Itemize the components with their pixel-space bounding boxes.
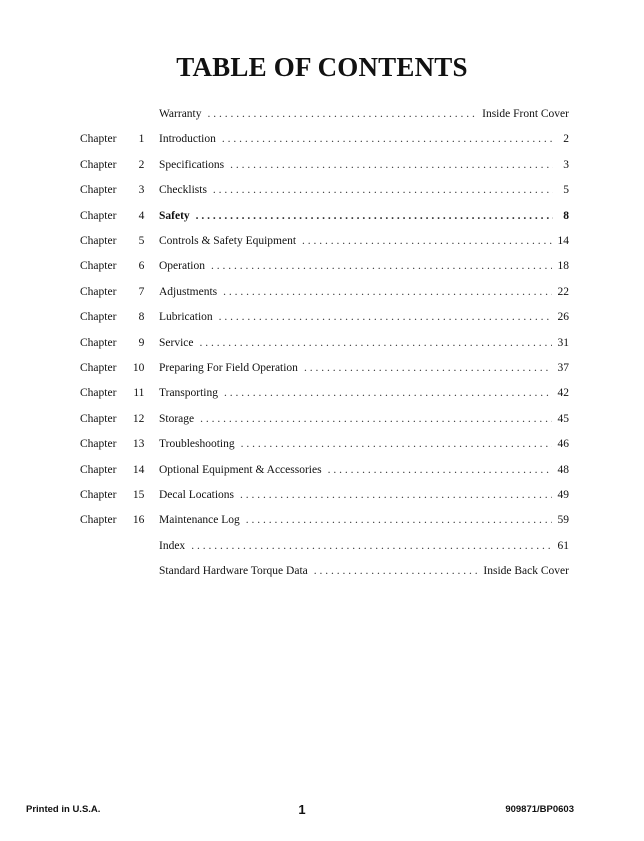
toc-entry-title: Introduction — [159, 133, 216, 146]
toc-dot-leader — [241, 438, 552, 450]
toc-entry-line — [159, 159, 569, 171]
toc-dot-leader — [211, 260, 552, 272]
toc-entry — [0, 260, 644, 280]
toc-entry-page: 31 — [557, 336, 569, 349]
toc-entry-title: Storage — [159, 412, 195, 425]
toc-entry-page: 26 — [557, 311, 569, 324]
toc-entry — [0, 337, 644, 357]
toc-entry — [0, 489, 644, 509]
toc-chapter-word: Chapter — [80, 412, 117, 425]
toc-dot-leader — [304, 362, 552, 374]
toc-entry-page: 3 — [563, 158, 569, 171]
toc-entry-page: 22 — [557, 285, 569, 298]
toc-dot-leader — [246, 514, 552, 526]
toc-chapter-word: Chapter — [80, 463, 117, 476]
toc-chapter-number: 11 — [133, 387, 145, 400]
toc-chapter-label — [80, 286, 150, 298]
toc-chapter-number: 15 — [132, 489, 145, 501]
toc-entry — [0, 464, 644, 484]
toc-chapter-label — [80, 210, 150, 222]
toc-chapter-label — [80, 565, 150, 577]
toc-chapter-label — [80, 464, 150, 476]
toc-chapter-label — [80, 387, 150, 399]
toc-entry — [0, 540, 644, 560]
toc-entry-line — [159, 438, 569, 450]
toc-chapter-word: Chapter — [80, 362, 117, 374]
toc-chapter-label — [80, 413, 150, 425]
toc-entry-page: 49 — [557, 489, 569, 501]
toc-dot-leader — [213, 184, 553, 196]
toc-entry-title: Lubrication — [159, 311, 213, 324]
toc-dot-leader — [240, 489, 551, 501]
toc-chapter-word: Chapter — [80, 285, 117, 298]
toc-entry-title: Warranty — [159, 108, 202, 120]
toc-entry-line — [159, 565, 569, 577]
toc-entry-line — [159, 260, 569, 272]
page-title: TABLE OF CONTENTS — [176, 52, 468, 82]
toc-entry-line — [159, 540, 569, 552]
toc-chapter-number: 7 — [138, 285, 145, 298]
toc-entry-title: Operation — [159, 260, 205, 273]
footer-document-code: 909871/BP0603 — [505, 804, 574, 815]
toc-chapter-label — [80, 362, 150, 374]
toc-entry-title: Optional Equipment & Accessories — [159, 463, 322, 476]
toc-chapter-word: Chapter — [80, 133, 117, 146]
toc-dot-leader — [199, 337, 551, 349]
toc-chapter-label — [80, 108, 150, 120]
toc-dot-leader — [219, 311, 552, 323]
toc-entry — [0, 362, 644, 382]
toc-chapter-word: Chapter — [80, 209, 117, 222]
toc-chapter-word: Chapter — [80, 158, 117, 171]
toc-chapter-number: 9 — [138, 336, 145, 349]
toc-entry — [0, 514, 644, 534]
toc-entry-title: Adjustments — [159, 285, 218, 298]
toc-entry-title: Preparing For Field Operation — [159, 362, 298, 374]
toc-dot-leader — [222, 133, 553, 145]
toc-entry-title: Controls & Safety Equipment — [159, 235, 297, 247]
toc-dot-leader — [208, 108, 477, 120]
toc-entry-page: 14 — [557, 235, 569, 247]
toc-chapter-label — [80, 184, 150, 196]
toc-chapter-number: 4 — [138, 209, 145, 222]
toc-dot-leader — [328, 464, 552, 476]
toc-entry — [0, 184, 644, 204]
toc-chapter-number: 6 — [138, 260, 145, 273]
toc-entry-line — [159, 413, 569, 425]
toc-entry-title: Safety — [159, 209, 190, 222]
toc-chapter-label — [80, 235, 150, 247]
toc-chapter-number: 13 — [132, 438, 145, 451]
toc-entry-title: Transporting — [159, 387, 218, 400]
toc-entry — [0, 108, 644, 128]
toc-entry-line — [159, 184, 569, 196]
page-footer — [0, 802, 644, 818]
toc-dot-leader — [302, 235, 551, 247]
footer-page-number: 1 — [298, 802, 306, 817]
toc-entry-line — [159, 235, 569, 247]
toc-chapter-number: 12 — [132, 412, 145, 425]
toc-entry-line — [159, 514, 569, 526]
toc-entry-title: Service — [159, 336, 194, 349]
toc-entry-line — [159, 311, 569, 323]
toc-entry-page: 18 — [557, 260, 569, 273]
toc-entry — [0, 413, 644, 433]
toc-entry-title: Decal Locations — [159, 489, 235, 501]
toc-entry-page: 2 — [563, 133, 569, 146]
toc-entry-page: 37 — [557, 362, 569, 374]
toc-chapter-number: 14 — [132, 463, 145, 476]
toc-entry-page: 46 — [557, 438, 569, 451]
toc-chapter-label — [80, 514, 150, 526]
toc-entry-line — [159, 286, 569, 298]
toc-chapter-label — [80, 311, 150, 323]
toc-entry-page: 8 — [563, 209, 569, 222]
toc-entry — [0, 235, 644, 255]
toc-chapter-word: Chapter — [80, 260, 117, 273]
toc-chapter-word: Chapter — [80, 235, 117, 247]
toc-chapter-label — [80, 133, 150, 145]
toc-chapter-number: 5 — [138, 235, 145, 247]
toc-chapter-number: 1 — [138, 133, 145, 146]
toc-entry — [0, 311, 644, 331]
toc-chapter-word: Chapter — [80, 311, 117, 324]
toc-entry-line — [159, 133, 569, 145]
toc-chapter-word: Chapter — [80, 514, 117, 527]
toc-entry-line — [159, 362, 569, 374]
toc-entry — [0, 286, 644, 306]
toc-chapter-word: Chapter — [80, 387, 117, 400]
toc-entry-line — [159, 108, 569, 120]
toc-entry-title: Index — [159, 539, 186, 552]
toc-chapter-word: Chapter — [80, 438, 117, 451]
toc-dot-leader — [230, 159, 553, 171]
toc-chapter-word: Chapter — [80, 336, 117, 349]
toc-dot-leader — [223, 286, 551, 298]
toc-entry-page: Inside Back Cover — [483, 565, 569, 578]
toc-entry-title: Maintenance Log — [159, 514, 240, 527]
toc-dot-leader — [200, 413, 551, 425]
toc-entry — [0, 210, 644, 230]
toc-entry-title: Specifications — [159, 158, 225, 171]
toc-chapter-word: Chapter — [80, 184, 117, 197]
toc-entry-line — [159, 210, 569, 222]
toc-chapter-label — [80, 337, 150, 349]
toc-entry-line — [159, 387, 569, 399]
toc-chapter-word: Chapter — [80, 489, 117, 501]
toc-entry-line — [159, 489, 569, 501]
toc-dot-leader — [196, 210, 553, 222]
toc-entry-page: 42 — [557, 387, 569, 400]
toc-chapter-number: 3 — [138, 184, 145, 197]
toc-chapter-label — [80, 260, 150, 272]
toc-entry-page: 59 — [557, 514, 569, 527]
toc-entry — [0, 565, 644, 585]
toc-entry-title: Troubleshooting — [159, 438, 235, 451]
toc-chapter-label — [80, 159, 150, 171]
toc-chapter-label — [80, 438, 150, 450]
toc-chapter-label — [80, 489, 150, 501]
toc-entry-page: 48 — [557, 463, 569, 476]
toc-entry — [0, 159, 644, 179]
toc-entry-line — [159, 337, 569, 349]
toc-chapter-number: 2 — [138, 158, 145, 171]
toc-entry-title: Standard Hardware Torque Data — [159, 565, 308, 578]
toc-entry-page: 61 — [557, 539, 569, 552]
toc-chapter-number: 16 — [132, 514, 145, 527]
toc-entry — [0, 133, 644, 153]
toc-chapter-label — [80, 540, 150, 552]
toc-entry-page: Inside Front Cover — [482, 108, 569, 120]
toc-chapter-number: 8 — [138, 311, 145, 324]
toc-entry — [0, 438, 644, 458]
toc-dot-leader — [224, 387, 552, 399]
toc-chapter-number: 10 — [132, 362, 145, 374]
toc-entry — [0, 387, 644, 407]
toc-entry-title: Checklists — [159, 184, 207, 197]
footer-print-location: Printed in U.S.A. — [26, 804, 101, 815]
toc-entry-line — [159, 464, 569, 476]
toc-entry-page: 45 — [557, 412, 569, 425]
toc-dot-leader — [314, 565, 478, 577]
toc-entry-page: 5 — [563, 184, 569, 197]
toc-dot-leader — [191, 540, 551, 552]
